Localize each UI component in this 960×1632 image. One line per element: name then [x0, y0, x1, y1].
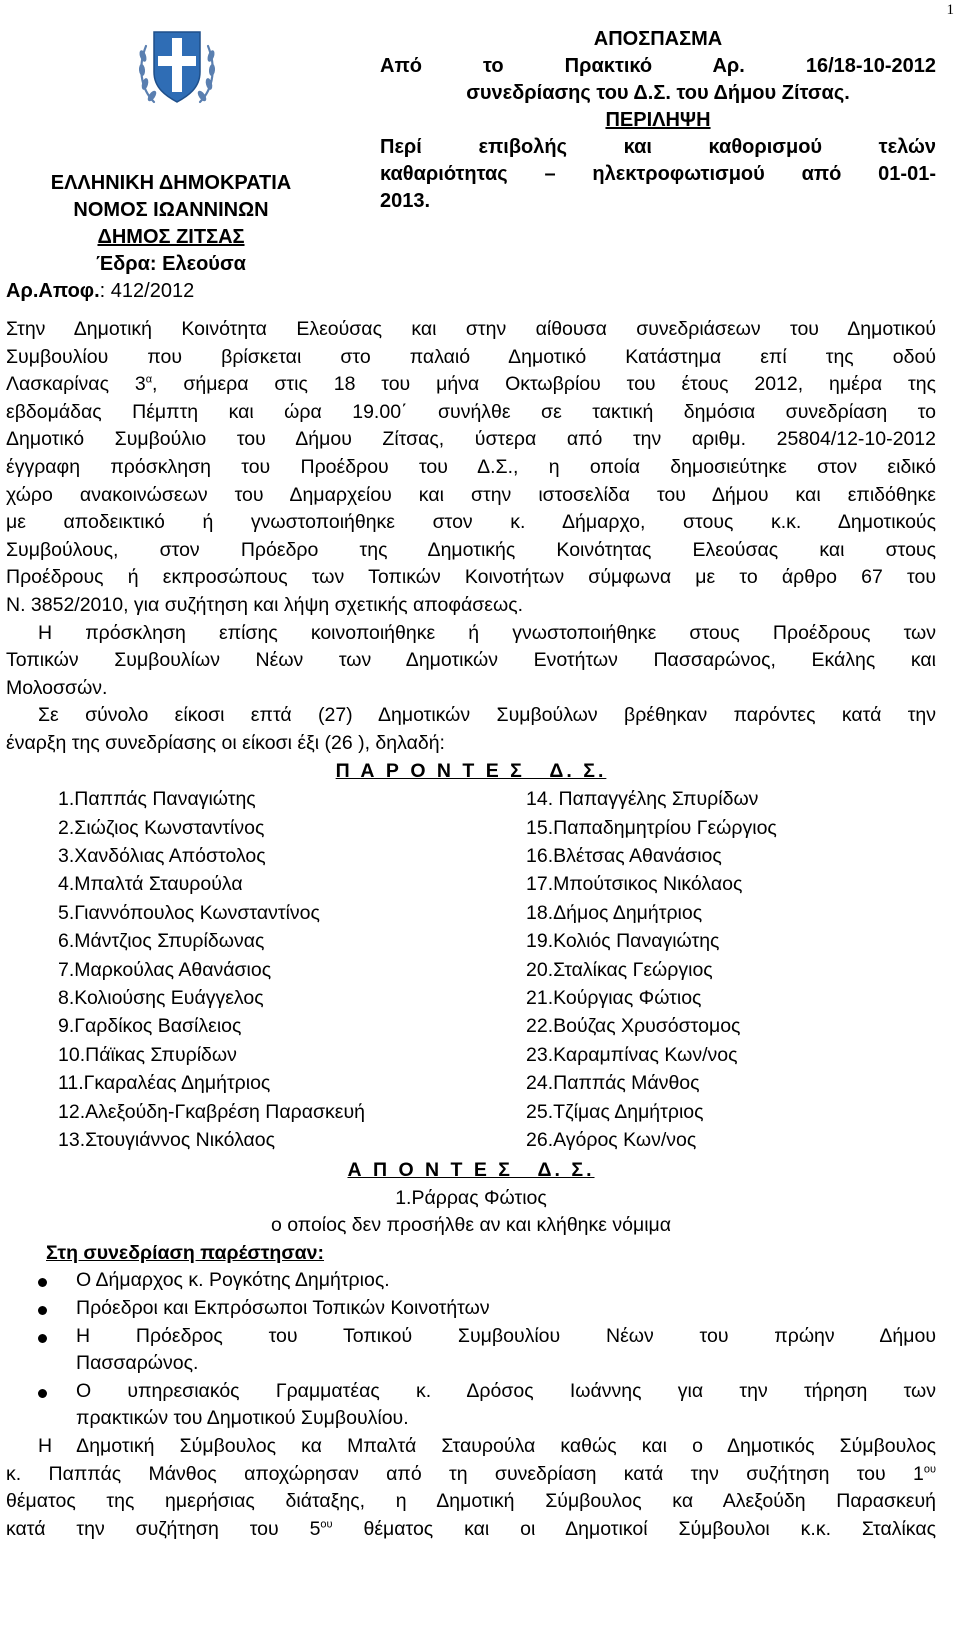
- subject-line-3: 2013.: [380, 190, 431, 212]
- invitation-line: Μολοσσών.: [6, 676, 108, 699]
- bullet-icon: [38, 1334, 47, 1343]
- closing-line: κατά την συζήτηση του $5^{o\upsilon}$ θέματος και οι Δημοτικοί Σύμβουλοι κ.κ. Σταλίκας: [6, 1517, 936, 1540]
- invitation-line: Η πρόσκληση επίσης κοινοποιήθηκε ή γνωστοποιήθηκε στους Προέδρους των: [38, 621, 936, 644]
- list-item: 11.Γκαραλέας Δημήτριος: [58, 1072, 271, 1095]
- present-title: Π Α Ρ Ο Ν Τ Ε Σ Δ. Σ.: [335, 759, 607, 782]
- list-item: 21.Κούργιας Φώτιος: [526, 986, 702, 1009]
- extract-title: ΑΠΟΣΠΑΣΜΑ: [593, 28, 723, 50]
- list-item: 17.Μπούτσικος Νικόλαος: [526, 873, 743, 896]
- extract-header: [380, 26, 936, 215]
- quorum-line: έναρξη της συνεδρίασης οι είκοσι έξι (26 ), δηλαδή:: [6, 731, 445, 754]
- list-item: 3.Χανδόλιας Απόστολος: [58, 844, 266, 867]
- list-item: 23.Καραμπίνας Κων/νος: [526, 1043, 738, 1066]
- list-item: 16.Βλέτσας Αθανάσιος: [526, 844, 722, 867]
- list-item: 12.Αλεξούδη-Γκαβρέση Παρασκευή: [58, 1100, 366, 1123]
- closing-line: θέματος της ημερήσιας διάταξης, η Δημοτική Σύμβουλος κα Αλεξούδη Παρασκευή: [6, 1490, 936, 1513]
- issuer-prefecture: ΝΟΜΟΣ ΙΩΑΝΝΙΝΩΝ: [73, 199, 269, 221]
- attended-title: Στη συνεδρίαση παρέστησαν:: [46, 1241, 325, 1264]
- closing-line: κ. Παππάς Μάνθος αποχώρησαν από τη συνεδρίαση κατά την συζήτηση του $1^{o\upsilon}$: [6, 1462, 936, 1485]
- present-column-left: [58, 785, 365, 1154]
- absent-title: Α Π Ο Ν Τ Ε Σ Δ. Σ.: [347, 1159, 595, 1182]
- list-item: 5.Γιαννόπουλος Κωνσταντίνος: [58, 901, 320, 924]
- bullet-icon: [38, 1278, 47, 1287]
- list-item: Ο Δήμαρχος κ. Ρογκότης Δημήτριος.: [6, 1267, 936, 1295]
- list-item: 6.Μάντζιος Σπυρίδωνας: [58, 930, 265, 953]
- attended-list: [6, 1267, 936, 1433]
- list-item: 15.Παπαδημητρίου Γεώργιος: [526, 816, 777, 839]
- subject-line-1: Περί επιβολής και καθορισμού τελών: [380, 136, 936, 158]
- intro-line: Προέδρους ή εκπροσώπους των Τοπικών Κοινοτήτων σύμφωνα με το άρθρο 67 του: [6, 566, 936, 589]
- subject-line-2: καθαριότητας – ηλεκτροφωτισμού από 01-01-: [380, 163, 936, 185]
- issuer-republic: ΕΛΛΗΝΙΚΗ ΔΗΜΟΚΡΑΤΙΑ: [50, 172, 292, 194]
- list-item: 25.Τζίμας Δημήτριος: [526, 1100, 704, 1123]
- issuer-seat: Έδρα: Ελεούσα: [96, 253, 246, 275]
- session-reference: συνεδρίασης του Δ.Σ. του Δήμου Ζίτσας.: [466, 82, 850, 104]
- list-item: 19.Κολιός Παναγιώτης: [526, 930, 720, 953]
- decision-label: Αρ.Αποφ.: [6, 280, 100, 302]
- intro-line: χώρο ανακοινώσεων του Δημαρχείου και στην ιστοσελίδα του Δήμου και επιδόθηκε: [6, 483, 936, 506]
- decision-number: : 412/2012: [99, 280, 195, 302]
- list-item: 4.Μπαλτά Σταυρούλα: [58, 873, 243, 896]
- document-body: [6, 316, 936, 1543]
- intro-line: Λασκαρίνας $3^\alpha$, σήμερα στις 18 του μήνα Οκτωβρίου του έτους 2012, ημέρα της: [6, 373, 936, 396]
- absent-member: 1.Ράρρας Φώτιος: [395, 1186, 547, 1209]
- list-item: Πρόεδροι και Εκπρόσωποι Τοπικών Κοινοτήτων: [6, 1295, 936, 1323]
- closing-line: Η Δημοτική Σύμβουλος κα Μπαλτά Σταυρούλα καθώς και ο Δημοτικός Σύμβουλος: [38, 1435, 936, 1458]
- list-item: 18.Δήμος Δημήτριος: [526, 901, 703, 924]
- bullet-icon: [38, 1306, 47, 1315]
- intro-line: Ν. 3852/2010, για συζήτηση και λήψη σχετικής αποφάσεως.: [6, 593, 524, 616]
- decision-number-line: [6, 278, 336, 305]
- list-item: 22.Βούζας Χρυσόστομος: [526, 1015, 741, 1038]
- list-item: 20.Σταλίκας Γεώργιος: [526, 958, 713, 981]
- intro-line: Στην Δημοτική Κοινότητα Ελεούσας και στην αίθουσα συνεδριάσεων του Δημοτικού: [6, 318, 936, 340]
- intro-line: με αποδεικτικό ή γνωστοποιήθηκε στον κ. Δήμαρχο, στους κ.κ. Δημοτικούς: [6, 511, 936, 534]
- page-number: 1: [946, 2, 954, 18]
- present-members: [6, 785, 936, 1157]
- greek-coat-of-arms-icon: [134, 22, 220, 110]
- quorum-line: Σε σύνολο είκοσι επτά (27) Δημοτικών Συμβούλων βρέθηκαν παρόντες κατά την: [38, 704, 936, 727]
- list-item: 1.Παππάς Παναγιώτης: [58, 788, 256, 811]
- list-item: 26.Αγόρος Κων/νος: [526, 1128, 697, 1151]
- intro-line: έγγραφη πρόσκληση του Προέδρου του Δ.Σ., η οποία δημοσιεύτηκε στον ειδικό: [6, 455, 936, 478]
- list-item: 2.Σιώζιος Κωνσταντίνος: [58, 816, 265, 839]
- list-item: 13.Στουγιάννος Νικόλαος: [58, 1128, 276, 1151]
- list-item: 8.Κολιούσης Ευάγγελος: [58, 986, 264, 1009]
- absent-note: ο οποίος δεν προσήλθε αν και κλήθηκε νόμιμα: [270, 1214, 672, 1237]
- list-item: Ο υπηρεσιακός Γραμματέας κ. Δρόσος Ιωάννης για την τήρηση των πρακτικών του Δημοτικού Συμβουλίου.: [6, 1378, 936, 1433]
- list-item: 7.Μαρκούλας Αθανάσιος: [58, 958, 272, 981]
- intro-line: Δημοτικό Συμβούλιο του Δήμου Ζίτσας, ύστερα από την αριθμ. 25804/12-10-2012: [6, 428, 936, 451]
- intro-line: εβδομάδας Πέμπτη και ώρα 19.00΄ συνήλθε σε τακτική δημόσια συνεδρίαση το: [6, 400, 936, 423]
- list-item: Η Πρόεδρος του Τοπικού Συμβουλίου Νέων του πρώην Δήμου Πασσαρώνος.: [6, 1323, 936, 1378]
- list-item: 14. Παπαγγέλης Σπυρίδων: [526, 788, 759, 811]
- present-column-right: [526, 785, 777, 1154]
- list-item: 24.Παππάς Μάνθος: [526, 1072, 700, 1095]
- issuer-header: [6, 170, 336, 305]
- issuer-municipality: ΔΗΜΟΣ ΖΙΤΣΑΣ: [97, 226, 245, 248]
- invitation-line: Τοπικών Συμβουλίων Νέων των Δημοτικών Ενοτήτων Πασσαρώνος, Εκάλης και: [6, 649, 936, 672]
- minutes-reference: Από το Πρακτικό Αρ. 16/18-10-2012: [380, 55, 936, 77]
- intro-line: Συμβούλους, στον Πρόεδρο της Δημοτικής Κοινότητας Ελεούσας και στους: [6, 538, 936, 561]
- list-item: 10.Πάϊκας Σπυρίδων: [58, 1043, 237, 1066]
- list-item: 9.Γαρδίκος Βασίλειος: [58, 1015, 242, 1038]
- summary-label: ΠΕΡΙΛΗΨΗ: [605, 109, 711, 131]
- bullet-icon: [38, 1389, 47, 1398]
- intro-line: Συμβουλίου που βρίσκεται στο παλαιό Δημοτικό Κατάστημα επί της οδού: [6, 345, 936, 368]
